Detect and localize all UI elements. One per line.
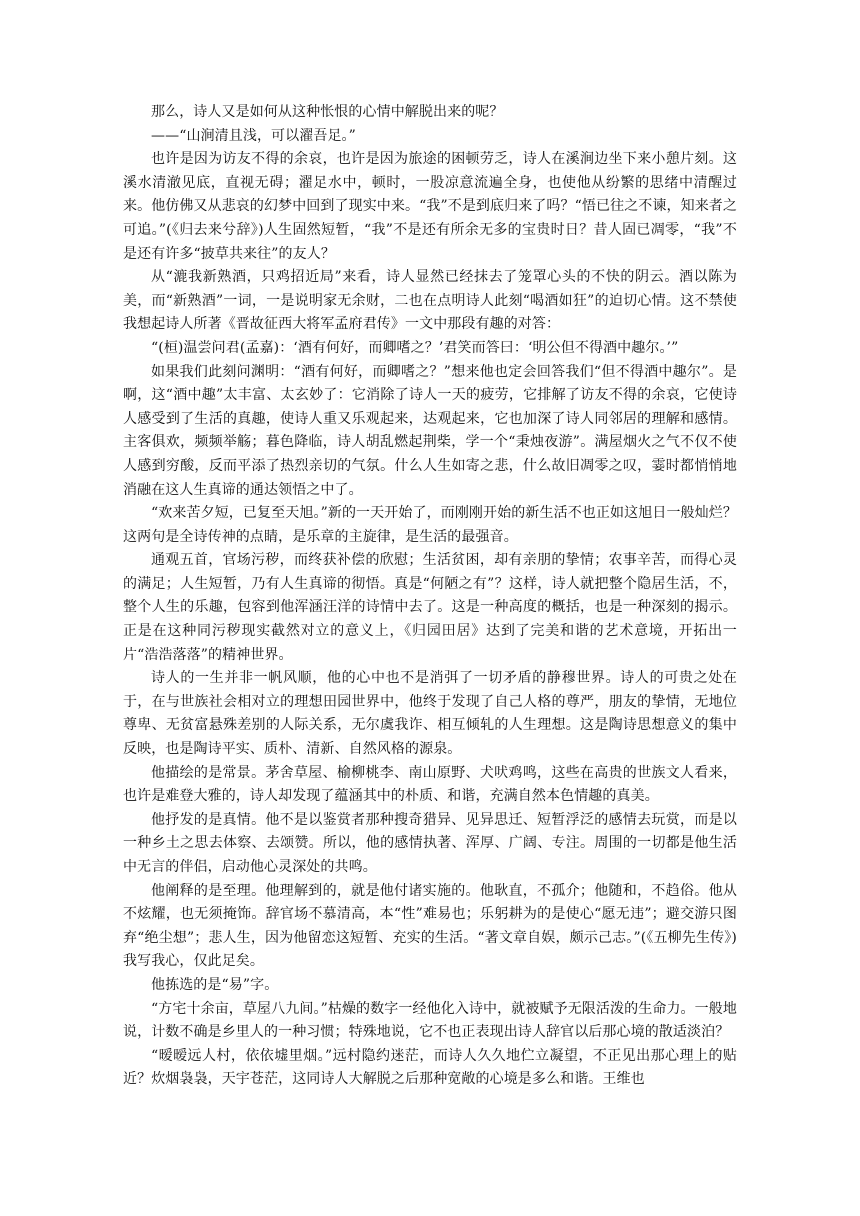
paragraph: 从“漉我新熟酒，只鸡招近局”来看，诗人显然已经抹去了笼罩心头的不快的阴云。酒以陈为美，而“新熟酒”一词，一是说明家无余财，二也在点明诗人此刻“喝酒如狂”的迫切心情。这不禁使我想起诗人所著《晋故征西大将军孟府君传》一文中那段有趣的对答：	[123, 269, 737, 333]
paragraph: 诗人的一生并非一帆风顺，他的心中也不是消弭了一切矛盾的静穆世界。诗人的可贵之处在于，在与世族社会相对立的理想田园世界中，他终于发现了自己人格的尊严，朋友的挚情，无地位尊卑、无贫富悬殊差别的人际关系，无尔虞我诈、相互倾轧的人生理想。这是陶诗思想意义的集中反映，也是陶诗平实、质朴、清新、自然风格的源泉。	[123, 670, 737, 758]
paragraph: 他描绘的是常景。茅舍草屋、榆柳桃李、南山原野、犬吠鸡鸣，这些在高贵的世族文人看来，也许是难登大雅的，诗人却发现了蕴涵其中的朴质、和谐，充满自然本色情趣的真美。	[123, 764, 737, 805]
paragraph: ——“山涧清且浅，可以濯吾足。”	[151, 127, 356, 144]
paragraph: “欢来苦夕短，已复至天旭。”新的一天开始了，而刚刚开始的新生活不也正如这旭日一般灿烂？这两句是全诗传神的点睛，是乐章的主旋律，是生活的最强音。	[123, 505, 737, 545]
document-body	[123, 101, 737, 1092]
paragraph: 他抒发的是真情。他不是以鉴赏者那种搜奇猎异、见异思迁、短暂浮泛的感情去玩赏，而是以一种乡土之思去体察、去颂赞。所以，他的感情执著、浑厚、广阔、专注。周围的一切都是他生活中无言的伴侣，启动他心灵深处的共鸣。	[123, 811, 737, 875]
quote-paragraph: “(桓)温尝问君(孟嘉)：‘酒有何好，而卿嗜之？’君笑而答曰：‘明公但不得酒中趣尔。’”	[151, 339, 679, 356]
paragraph: 如果我们此刻问渊明：“酒有何好，而卿嗜之？”想来他也定会回答我们“但不得酒中趣尔”。是啊，这“酒中趣”太丰富、太玄妙了：它消除了诗人一天的疲劳，它排解了访友不得的余哀，它使诗人感受到了生活的真趣，使诗人重又乐观起来，达观起来，它也加深了诗人同邻居的理解和感情。主客俱欢，频频举觞；暮色降临，诗人胡乱燃起荆柴，学一个“秉烛夜游”。满屋烟火之气不仅不使人感到穷酸，反而平添了热烈亲切的气氛。什么人生如寄之悲，什么故旧凋零之叹，霎时都悄悄地消融在这人生真谛的通达领悟之中了。	[123, 363, 737, 498]
paragraph: “方宅十余亩，草屋八九间。”枯燥的数字一经他化入诗中，就被赋予无限活泼的生命力。一般地说，计数不确是乡里人的一种习惯；特殊地说，它不也正表现出诗人辞官以后那心境的散适淡泊？	[123, 1000, 737, 1041]
paragraph: 那么，诗人又是如何从这种怅恨的心情中解脱出来的呢？	[151, 104, 504, 120]
paragraph: 他拣选的是“易”字。	[151, 976, 279, 993]
paragraph: “暧暧远人村，依依墟里烟。”远村隐约迷茫，而诗人久久地伫立凝望，不正见出那心理上的贴近？炊烟袅袅，天宇苍茫，这同诗人大解脱之后那种宽敞的心境是多么和谐。王维也	[123, 1047, 737, 1088]
paragraph: 通观五首，官场污秽，而终获补偿的欣慰；生活贫困，却有亲朋的挚情；农事辛苦，而得心灵的满足；人生短暂，乃有人生真谛的彻悟。真是“何陋之有”？这样，诗人就把整个隐居生活，不，整个人生的乐趣，包容到他浑涵汪洋的诗情中去了。这是一种高度的概括，也是一种深刻的揭示。正是在这种同污秽现实截然对立的意义上，《归园田居》达到了完美和谐的艺术意境，开拓出一片“浩浩落落”的精神世界。	[123, 552, 737, 663]
paragraph: 他阐释的是至理。他理解到的，就是他付诸实施的。他耿直，不孤介；他随和，不趋俗。他从不炫耀，也无须掩饰。辞官场不慕清高，本“性”难易也；乐躬耕为的是使心“愿无违”；避交游只图弃“绝尘想”；悲人生，因为他留恋这短暂、充实的生活。“著文章自娱，颇示己志。”(《五柳先生传》)我写我心，仅此足矣。	[123, 882, 737, 970]
paragraph: 也许是因为访友不得的余哀，也许是因为旅途的困顿劳乏，诗人在溪涧边坐下来小憩片刻。这溪水清澈见底，直视无碍；濯足水中，顿时，一股凉意流遍全身，也使他从纷繁的思绪中清醒过来。他仿佛又从悲哀的幻梦中回到了现实中来。“我”不是到底归来了吗？“悟已往之不谏，知来者之可追。”(《归去来兮辞》)人生固然短暂，“我”不是还有所余无多的宝贵时日？昔人固已凋零，“我”不是还有许多“披草共来往”的友人？	[123, 151, 737, 262]
